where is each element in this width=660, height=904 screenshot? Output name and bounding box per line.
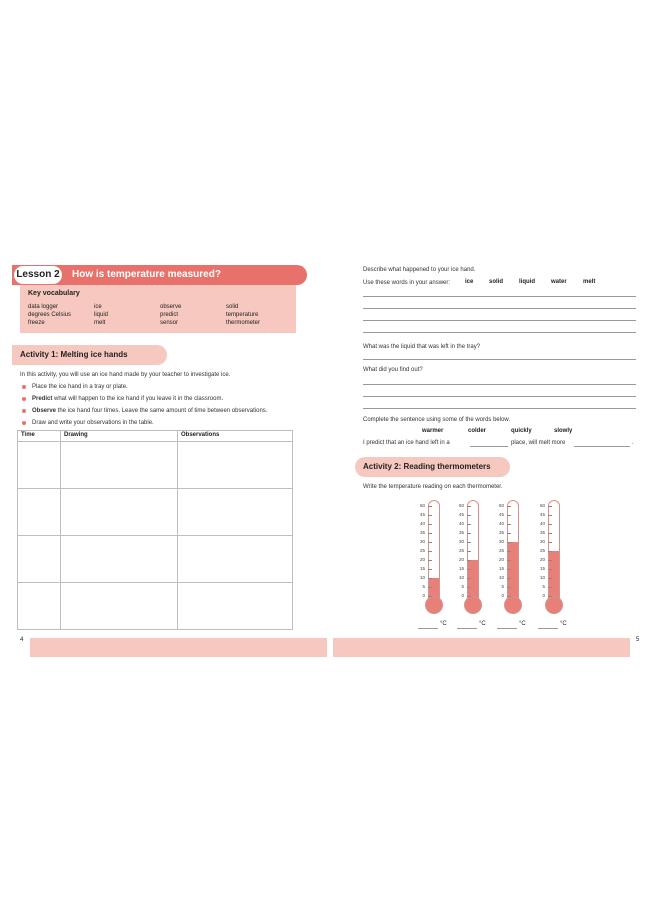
thermometer-tick-label: 25 [539,548,545,553]
reading-answer-line[interactable] [457,628,477,629]
thermometer-tick [428,542,432,543]
answer-line[interactable] [363,408,636,409]
thermometer-tick [467,542,471,543]
thermometer-tick [548,506,552,507]
table-row [18,489,293,536]
thermometer-fill [549,551,559,600]
vocabulary-word: predict [160,312,179,318]
thermometer-tick [507,596,511,597]
thermometer-tick-label: 35 [539,530,545,535]
thermometer-tick [467,506,471,507]
answer-line[interactable] [363,359,636,360]
reading-answer-line[interactable] [418,628,438,629]
step-text: what will happen to the ice hand if you leave it in the classroom. [52,396,224,402]
thermometer-tick-label: 25 [458,548,464,553]
answer-line[interactable] [363,308,636,309]
table-header-row [18,431,293,442]
thermometer-tick [467,524,471,525]
thermometer-tick [428,578,432,579]
blank-2[interactable] [574,446,630,447]
thermometer-tick-label: 30 [458,539,464,544]
word-bank-item: melt [583,279,596,285]
vocabulary-word: thermometer [226,320,261,326]
thermometer-tick-label: 20 [498,557,504,562]
step-keyword: Predict [32,396,53,402]
thermometer-tick [428,515,432,516]
table-row [18,583,293,630]
thermometer-tick [428,506,432,507]
thermometer-fill [468,560,478,600]
answer-line[interactable] [363,384,636,385]
vocabulary-word: observe [160,304,182,310]
col-observations: Observations [178,431,293,442]
step-text: Draw and write your observations in the table. [32,420,154,426]
vocabulary-word: solid [226,304,239,310]
sentence-word: quickly [511,428,532,434]
footer-bar-right [333,638,630,657]
thermometer-tick [507,542,511,543]
thermometer-tick [548,560,552,561]
thermometer-tick [467,578,471,579]
thermometer-tick [428,596,432,597]
thermometer-tick-label: 5 [422,584,425,589]
thermometer-tick-label: 10 [458,575,464,580]
thermometer-tick [548,515,552,516]
thermometer-tick [467,596,471,597]
step-item [32,419,297,427]
thermometer-tick [507,515,511,516]
observation-table [17,430,293,630]
thermometer-tick-label: 0 [461,593,464,598]
thermometer-tick-label: 0 [542,593,545,598]
vocabulary-word: data logger [28,304,59,310]
step-item [32,395,297,403]
thermometer-tick-label: 50 [498,503,504,508]
thermometer-tick [548,587,552,588]
thermometer-tick-label: 5 [461,584,464,589]
thermometer-tick-label: 30 [419,539,425,544]
thermometer-tick-label: 35 [419,530,425,535]
thermometer-tick-label: 10 [498,575,504,580]
word-bank-item: solid [489,279,504,285]
answer-line[interactable] [363,296,636,297]
sentence-end: . [632,440,634,446]
step-text: the ice hand four times. Leave the same amount of time between observations. [56,408,268,414]
thermometer-tick-label: 30 [539,539,545,544]
thermometer-tick [428,551,432,552]
col-drawing: Drawing [61,431,178,442]
thermometer-tick-label: 0 [501,593,504,598]
thermometer-bulb [504,596,522,614]
thermometer-tick-label: 25 [498,548,504,553]
activity2-title: Activity 2: Reading thermometers [355,457,510,477]
thermometer-tick-label: 40 [539,521,545,526]
page-number-left: 4 [20,637,24,643]
answer-line[interactable] [363,332,636,333]
thermometer-tick [467,569,471,570]
describe-prompt: Describe what happened to your ice hand. [363,267,476,273]
activity1-title: Activity 1: Melting ice hands [12,345,167,365]
thermometer-tick-label: 40 [419,521,425,526]
thermometer-tick-label: 15 [419,566,425,571]
thermometer-tick [548,533,552,534]
thermometer-tick-label: 15 [458,566,464,571]
complete-prompt: Complete the sentence using some of the words below. [363,417,511,423]
sentence-word: slowly [554,428,573,434]
thermometer-tick-label: 40 [458,521,464,526]
thermometer-tick-label: 45 [458,512,464,517]
vocabulary-word: freeze [28,320,45,326]
lesson-title: How is temperature measured? [72,269,221,280]
liquid-question: What was the liquid that was left in the tray? [363,344,481,350]
thermometer-tick-label: 20 [458,557,464,562]
lesson-label: Lesson 2 [14,266,62,284]
thermometer-tick-label: 15 [498,566,504,571]
thermometer-tick-label: 35 [458,530,464,535]
thermometer-bulb [464,596,482,614]
thermometer-tick [467,515,471,516]
bullet-icon [22,409,26,413]
thermometer-tick [428,587,432,588]
vocabulary-heading: Key vocabulary [28,290,80,297]
sentence-word: colder [468,428,487,434]
thermometer-tick-label: 25 [419,548,425,553]
bullet-icon [22,397,26,401]
thermometer-tick [548,524,552,525]
step-text: Place the ice hand in a tray or plate. [32,384,128,390]
thermometer-tick-label: 5 [542,584,545,589]
thermometer-bulb [545,596,563,614]
thermometer-tick [507,578,511,579]
thermometer-tick [548,569,552,570]
word-bank-item: water [551,279,567,285]
thermometer-tick [428,569,432,570]
thermometer-tick-label: 15 [539,566,545,571]
vocabulary-word: melt [94,320,106,326]
thermometer-tick [507,524,511,525]
reading-answer-line[interactable] [538,628,558,629]
thermometer-tick-label: 45 [419,512,425,517]
thermometer-tick-label: 50 [419,503,425,508]
thermometer-tick [548,542,552,543]
thermometer-tick [507,533,511,534]
vocabulary-word: ice [94,304,102,310]
thermometer-tick [507,587,511,588]
use-words-prompt: Use these words in your answer: [363,280,451,286]
thermometer-tick [467,551,471,552]
thermometer-tick-label: 50 [539,503,545,508]
vocabulary-word: liquid [94,312,109,318]
thermometer-tick [507,506,511,507]
thermometer-tick [548,578,552,579]
thermometer-tick-label: 50 [458,503,464,508]
thermometer-tick-label: 5 [501,584,504,589]
thermometer-tick [467,587,471,588]
reading-answer-line[interactable] [497,628,517,629]
unit-label: °C [560,621,567,627]
thermometer-tick-label: 10 [539,575,545,580]
thermometer-tick-label: 20 [539,557,545,562]
thermometer-tick-label: 45 [498,512,504,517]
thermometer-bulb [425,596,443,614]
thermometer-tick [548,551,552,552]
sentence-part1: I predict that an ice hand left in a [363,440,450,446]
sentence-part2: place, will melt more [511,440,566,446]
table-row [18,536,293,583]
thermometer-tick-label: 45 [539,512,545,517]
page-number-right: 5 [636,637,640,643]
findout-question: What did you find out? [363,367,423,373]
thermometer-tick [507,569,511,570]
answer-line[interactable] [363,396,636,397]
step-item [32,383,297,391]
thermometer-tick-label: 0 [422,593,425,598]
vocabulary-word: degrees Celsius [28,312,72,318]
unit-label: °C [440,621,447,627]
word-bank-item: liquid [519,279,535,285]
footer-bar-left [30,638,327,657]
bullet-icon [22,385,26,389]
thermometer-tick [467,560,471,561]
thermometer-tick [428,560,432,561]
answer-line[interactable] [363,320,636,321]
thermometer-tick-label: 30 [498,539,504,544]
thermometer-tick [548,596,552,597]
col-time: Time [18,431,61,442]
unit-label: °C [519,621,526,627]
thermometer-tick-label: 10 [419,575,425,580]
vocabulary-word: sensor [160,320,179,326]
activity1-intro: In this activity, you will use an ice hand made by your teacher to investigate ice. [20,372,231,378]
thermometer-tick [467,533,471,534]
activity2-instruction: Write the temperature reading on each thermometer. [363,484,503,490]
thermometer-tick [428,533,432,534]
sentence-word: warmer [422,428,444,434]
table-row [18,442,293,489]
step-keyword: Observe [32,408,57,414]
thermometer-tick-label: 40 [498,521,504,526]
step-item [32,407,297,415]
vocabulary-word: temperature [226,312,259,318]
thermometer-tick [507,560,511,561]
word-bank-item: ice [465,279,474,285]
thermometer-tick [428,524,432,525]
unit-label: °C [479,621,486,627]
thermometer-tick-label: 35 [498,530,504,535]
blank-1[interactable] [470,446,508,447]
thermometer-tick [507,551,511,552]
thermometer-tick-label: 20 [419,557,425,562]
bullet-icon [22,421,26,425]
